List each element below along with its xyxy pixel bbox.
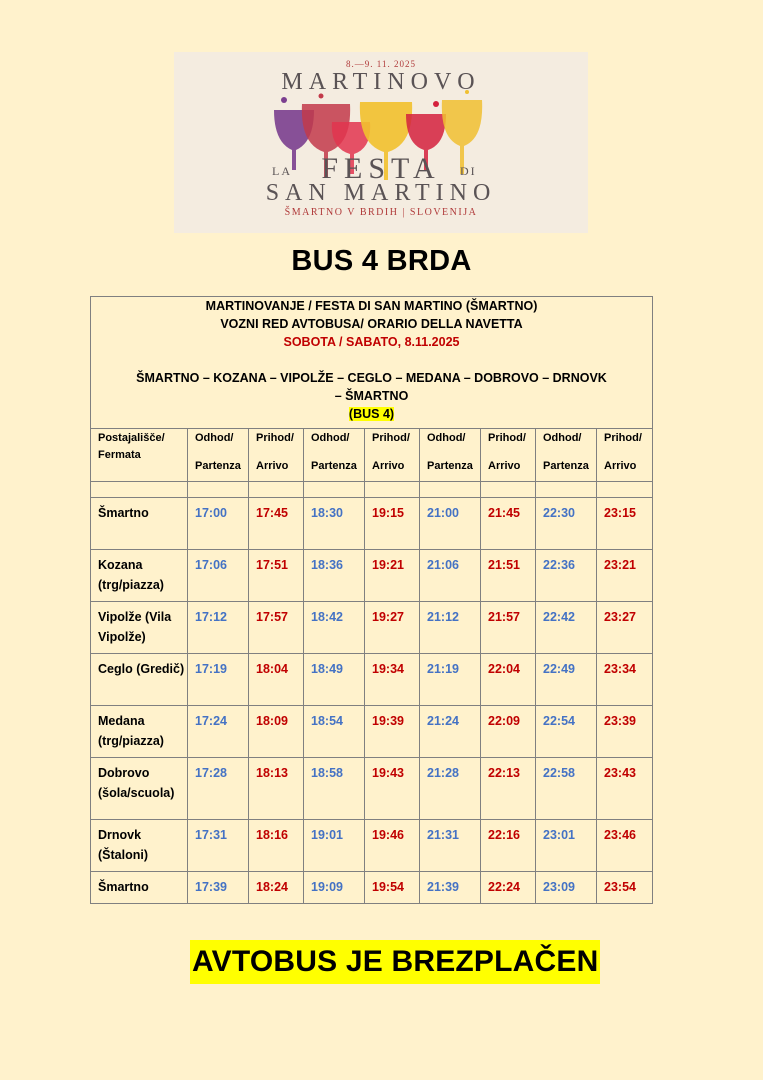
timetable-header xyxy=(91,297,653,429)
column-header-line2: Partenza xyxy=(195,460,241,472)
column-header-line2: Arrivo xyxy=(488,460,521,472)
arrival-time: 22:24 xyxy=(481,872,536,904)
column-header-line2: Arrivo xyxy=(372,460,405,472)
departure-time: 17:24 xyxy=(188,706,249,758)
logo-san-martino: SAN MARTINO xyxy=(265,180,497,206)
departure-time: 21:39 xyxy=(420,872,481,904)
departure-time: 17:31 xyxy=(188,820,249,872)
arrival-time: 19:27 xyxy=(365,602,420,654)
departure-time: 22:30 xyxy=(536,498,597,550)
column-header-departure xyxy=(420,429,481,482)
departure-time: 18:30 xyxy=(304,498,365,550)
stop-name: Vipolže (Vila Vipolže) xyxy=(91,602,188,654)
logo-festa: FESTA xyxy=(321,152,441,185)
arrival-time: 18:16 xyxy=(249,820,304,872)
departure-time: 17:00 xyxy=(188,498,249,550)
stop-name: Ceglo (Gredič) xyxy=(91,654,188,706)
column-header-departure xyxy=(304,429,365,482)
page-title: BUS 4 BRDA xyxy=(291,245,472,277)
departure-time: 18:54 xyxy=(304,706,365,758)
arrival-time: 23:43 xyxy=(597,758,653,820)
stop-name: Medana (trg/piazza) xyxy=(91,706,188,758)
departure-time: 21:31 xyxy=(420,820,481,872)
bus-number-badge: (BUS 4) xyxy=(348,407,395,421)
stop-name: Dobrovo (šola/scuola) xyxy=(91,758,188,820)
arrival-time: 17:57 xyxy=(249,602,304,654)
arrival-time: 23:15 xyxy=(597,498,653,550)
stop-name: Šmartno xyxy=(91,498,188,550)
departure-time: 18:58 xyxy=(304,758,365,820)
column-header-line2: Arrivo xyxy=(604,460,637,472)
stop-name: Drnovk (Štaloni) xyxy=(91,820,188,872)
departure-time: 22:42 xyxy=(536,602,597,654)
departure-time: 22:36 xyxy=(536,550,597,602)
column-header-departure xyxy=(536,429,597,482)
arrival-time: 18:13 xyxy=(249,758,304,820)
route: ŠMARTNO – KOZANA – VIPOLŽE – CEGLO – MEDANA – DOBROVO – DRNOVK – ŠMARTNO xyxy=(136,371,607,403)
arrival-time: 23:27 xyxy=(597,602,653,654)
arrival-time: 22:13 xyxy=(481,758,536,820)
stop-name: Kozana (trg/piazza) xyxy=(91,550,188,602)
departure-time: 22:49 xyxy=(536,654,597,706)
arrival-time: 22:09 xyxy=(481,706,536,758)
arrival-time: 23:34 xyxy=(597,654,653,706)
logo-la: LA xyxy=(272,164,292,178)
column-header-line1: Odhod/ xyxy=(195,432,234,444)
column-header-line1: Prihod/ xyxy=(372,432,410,444)
arrival-time: 19:39 xyxy=(365,706,420,758)
table-row xyxy=(91,820,653,872)
arrival-time: 19:54 xyxy=(365,872,420,904)
timetable-subtitle: VOZNI RED AVTOBUSA/ ORARIO DELLA NAVETTA xyxy=(220,317,523,331)
arrival-time: 19:46 xyxy=(365,820,420,872)
arrival-time: 22:16 xyxy=(481,820,536,872)
column-header-stop: Postajališče/ Fermata xyxy=(91,429,188,482)
column-header-line1: Odhod/ xyxy=(427,432,466,444)
event-date: SOBOTA / SABATO, 8.11.2025 xyxy=(283,335,460,349)
arrival-time: 18:24 xyxy=(249,872,304,904)
departure-time: 17:12 xyxy=(188,602,249,654)
arrival-time: 19:43 xyxy=(365,758,420,820)
arrival-time: 18:09 xyxy=(249,706,304,758)
column-header-row xyxy=(91,429,653,482)
departure-time: 22:58 xyxy=(536,758,597,820)
free-bus-notice: AVTOBUS JE BREZPLAČEN xyxy=(190,940,600,984)
table-row xyxy=(91,602,653,654)
table-row xyxy=(91,498,653,550)
departure-time: 22:54 xyxy=(536,706,597,758)
departure-time: 21:24 xyxy=(420,706,481,758)
column-header-line1: Prihod/ xyxy=(604,432,642,444)
arrival-time: 23:46 xyxy=(597,820,653,872)
bus-timetable xyxy=(90,296,653,904)
logo-title: MARTINOVO xyxy=(281,69,481,95)
arrival-time: 17:45 xyxy=(249,498,304,550)
arrival-time: 22:04 xyxy=(481,654,536,706)
departure-time: 23:09 xyxy=(536,872,597,904)
logo-dates: 8.—9. 11. 2025 xyxy=(346,59,416,69)
table-row xyxy=(91,550,653,602)
departure-time: 18:36 xyxy=(304,550,365,602)
departure-time: 21:00 xyxy=(420,498,481,550)
departure-time: 17:28 xyxy=(188,758,249,820)
departure-time: 19:09 xyxy=(304,872,365,904)
departure-time: 18:49 xyxy=(304,654,365,706)
spacer-row xyxy=(91,482,653,498)
arrival-time: 23:54 xyxy=(597,872,653,904)
column-header-departure xyxy=(188,429,249,482)
departure-time: 18:42 xyxy=(304,602,365,654)
arrival-time: 21:57 xyxy=(481,602,536,654)
arrival-time: 23:21 xyxy=(597,550,653,602)
departure-time: 17:06 xyxy=(188,550,249,602)
arrival-time: 21:45 xyxy=(481,498,536,550)
arrival-time: 19:34 xyxy=(365,654,420,706)
departure-time: 23:01 xyxy=(536,820,597,872)
departure-time: 21:12 xyxy=(420,602,481,654)
column-header-arrival xyxy=(597,429,653,482)
event-name: MARTINOVANJE / FESTA DI SAN MARTINO (ŠMARTNO) xyxy=(205,299,538,313)
table-row xyxy=(91,654,653,706)
column-header-line2: Arrivo xyxy=(256,460,289,472)
column-header-arrival xyxy=(481,429,536,482)
arrival-time: 18:04 xyxy=(249,654,304,706)
stop-name: Šmartno xyxy=(91,872,188,904)
logo-di: DI xyxy=(460,164,477,178)
arrival-time: 17:51 xyxy=(249,550,304,602)
column-header-line2: Partenza xyxy=(311,460,357,472)
table-row xyxy=(91,706,653,758)
departure-time: 21:06 xyxy=(420,550,481,602)
column-header-line2: Partenza xyxy=(543,460,589,472)
column-header-arrival xyxy=(365,429,420,482)
column-header-line1: Prihod/ xyxy=(256,432,294,444)
departure-time: 17:19 xyxy=(188,654,249,706)
column-header-line1: Prihod/ xyxy=(488,432,526,444)
arrival-time: 21:51 xyxy=(481,550,536,602)
arrival-time: 19:21 xyxy=(365,550,420,602)
departure-time: 21:19 xyxy=(420,654,481,706)
column-header-line2: Partenza xyxy=(427,460,473,472)
departure-time: 19:01 xyxy=(304,820,365,872)
table-row xyxy=(91,872,653,904)
arrival-time: 19:15 xyxy=(365,498,420,550)
table-row xyxy=(91,758,653,820)
logo-location: ŠMARTNO V BRDIH | SLOVENIJA xyxy=(284,207,478,218)
column-header-line1: Odhod/ xyxy=(311,432,350,444)
column-header-arrival xyxy=(249,429,304,482)
departure-time: 17:39 xyxy=(188,872,249,904)
festival-logo xyxy=(174,52,588,233)
departure-time: 21:28 xyxy=(420,758,481,820)
column-header-line1: Odhod/ xyxy=(543,432,582,444)
arrival-time: 23:39 xyxy=(597,706,653,758)
